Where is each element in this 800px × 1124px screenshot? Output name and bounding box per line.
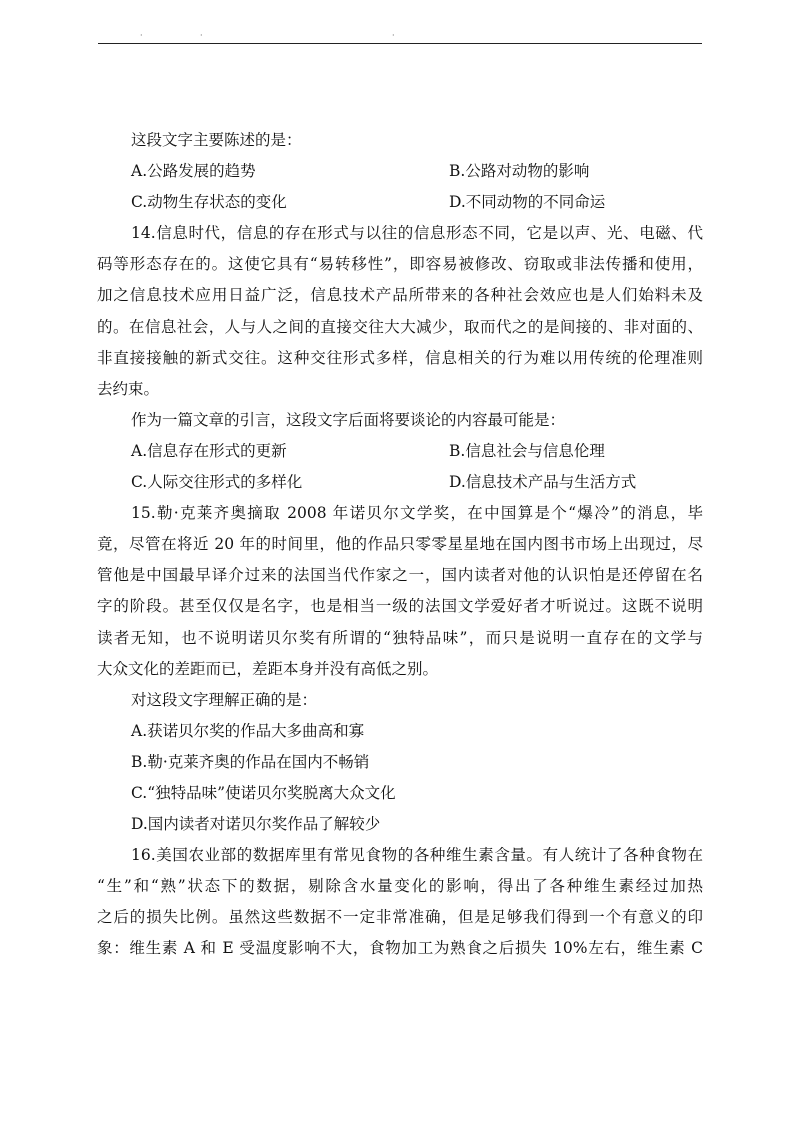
header-mark: · xyxy=(140,31,143,40)
header-mark: · xyxy=(200,31,203,40)
q14-options-row-2 xyxy=(131,467,703,498)
q14-options-row-1 xyxy=(131,436,703,467)
q16-passage-line: 之后的损失比例。虽然这些数据不一定非常准确，但是足够我们得到一个有意义的印 xyxy=(97,908,703,927)
q15-passage-line: 竟，尽管在将近 20 年的时间里，他的作品只零零星星地在国内图书市场上出现过，尽 xyxy=(97,535,703,554)
q15-option-a: A.获诺贝尔奖的作品大多曲高和寡 xyxy=(131,721,365,740)
q15-passage-line: 管他是中国最早译介过来的法国当代作家之一，国内读者对他的认识怕是还停留在名 xyxy=(97,566,703,585)
q14-passage-line: 码等形态存在的。这使它具有“易转移性”，即容易被修改、窃取或非法传播和使用， xyxy=(97,255,703,274)
q14-passage-line: 去约束。 xyxy=(97,379,160,398)
q15-option-b: B.勒·克莱齐奥的作品在国内不畅销 xyxy=(131,752,370,771)
q14-prompt: 作为一篇文章的引言，这段文字后面将要谈论的内容最可能是： xyxy=(131,410,566,429)
q14-passage-line: 的。在信息社会，人与人之间的直接交往大大减少，取而代之的是间接的、非对面的、 xyxy=(97,317,703,336)
q13-options-row-2 xyxy=(131,187,703,218)
header-mark: · xyxy=(392,31,395,40)
q13-option-c: C.动物生存状态的变化 xyxy=(131,193,287,212)
q14-passage-line: 非直接接触的新式交往。这种交往形式多样，信息相关的行为难以用传统的伦理准则 xyxy=(97,348,703,367)
q14-option-c: C.人际交往形式的多样化 xyxy=(131,473,303,492)
q15-passage-line: 字的阶段。甚至仅仅是名字，也是相当一级的法国文学爱好者才听说过。这既不说明 xyxy=(97,597,703,616)
q13-options-row-1 xyxy=(131,156,703,187)
q16-passage-line: 象：维生素 A 和 E 受温度影响不大，食物加工为熟食之后损失 10%左右，维生素 C xyxy=(97,939,703,958)
header-rule xyxy=(98,43,702,44)
q15-passage-line: 读者无知，也不说明诺贝尔奖有所谓的“独特品味”，而只是说明一直存在的文学与 xyxy=(97,628,703,647)
document-body xyxy=(97,125,703,965)
q13-prompt: 这段文字主要陈述的是： xyxy=(131,131,302,149)
q14-option-d: D.信息技术产品与生活方式 xyxy=(449,473,637,492)
q14-option-a: A.信息存在形式的更新 xyxy=(131,441,287,460)
q15-passage-line: 大众文化的差距而已，差距本身并没有高低之别。 xyxy=(97,659,439,678)
q15-option-d: D.国内读者对诺贝尔奖作品了解较少 xyxy=(131,815,381,834)
q13-option-b: B.公路对动物的影响 xyxy=(449,162,590,181)
q16-passage-line: “生”和“熟”状态下的数据，剔除含水量变化的影响，得出了各种维生素经过加热 xyxy=(97,877,703,896)
q14-passage-line: 加之信息技术应用日益广泛，信息技术产品所带来的各种社会效应也是人们始料未及 xyxy=(97,286,703,305)
q14-passage-line: 14.信息时代，信息的存在形式与以往的信息形态不同，它是以声、光、电磁、代 xyxy=(131,224,703,243)
q13-option-d: D.不同动物的不同命运 xyxy=(449,193,606,212)
q14-option-b: B.信息社会与信息伦理 xyxy=(449,441,605,460)
q15-option-c: C.“独特品味”使诺贝尔奖脱离大众文化 xyxy=(131,783,396,802)
q15-passage-line: 15.勒·克莱齐奥摘取 2008 年诺贝尔文学奖，在中国算是个“爆冷”的消息，毕 xyxy=(131,504,703,523)
q15-prompt: 对这段文字理解正确的是： xyxy=(131,690,318,709)
q13-option-a: A.公路发展的趋势 xyxy=(131,162,256,181)
q16-passage-line: 16.美国农业部的数据库里有常见食物的各种维生素含量。有人统计了各种食物在 xyxy=(131,846,703,865)
